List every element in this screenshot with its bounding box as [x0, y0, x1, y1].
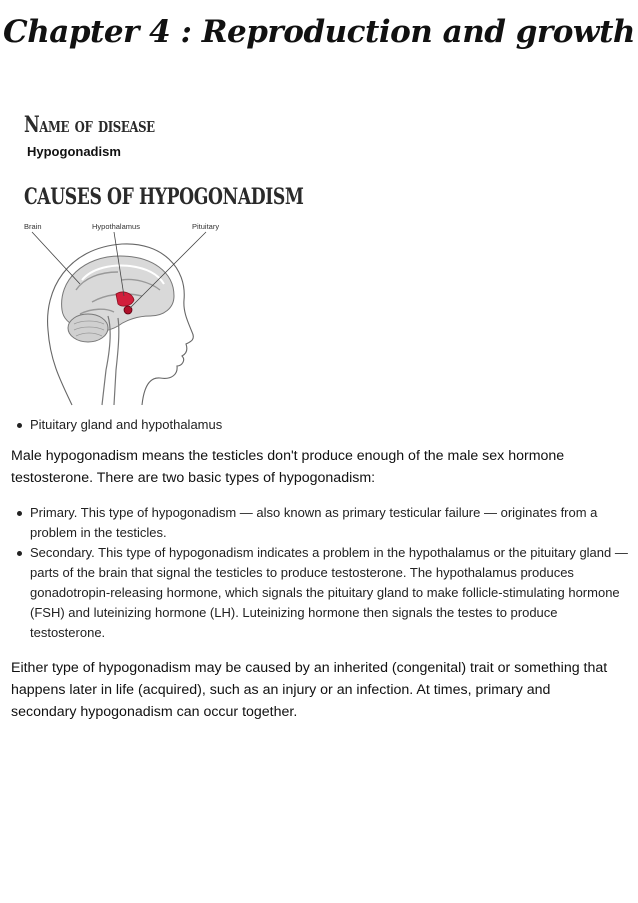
intro-paragraph: Male hypogonadism means the testicles don't produce enough of the male sex hormone testosterone. There are two basic types of hypogonadism:: [11, 448, 565, 486]
hypothalamus-label: Hypothalamus: [92, 222, 140, 231]
name-of-disease-heading: Name of disease: [24, 112, 155, 138]
cerebellum: [68, 314, 108, 342]
brain-label: Brain: [24, 222, 42, 231]
disease-name: Hypogonadism: [27, 144, 121, 159]
types-list: [16, 503, 628, 643]
closing-paragraph: Either type of hypogonadism may be caused by an inherited (congenital) trait or something that happens later in life (acquired), such as an injury or an infection. At times, primary and secondary hypogonadism can occur together.: [11, 660, 608, 720]
type-primary-item: Primary. This type of hypogonadism — also known as primary testicular failure — originates from a problem in the testicles.: [16, 503, 628, 543]
brain-pointer: [32, 232, 80, 284]
causes-list: [16, 415, 616, 435]
causes-heading: CAUSES OF HYPOGONADISM: [24, 184, 304, 210]
chapter-title: Chapter 4 : Reproduction and growth: [3, 14, 635, 50]
causes-list-item: Pituitary gland and hypothalamus: [16, 415, 616, 435]
pituitary-label: Pituitary: [192, 222, 220, 231]
type-secondary-item: Secondary. This type of hypogonadism indicates a problem in the hypothalamus or the pituitary gland — parts of the brain that signal the testicles to produce testosterone. The hypothalamus produces gonadotropin-releasing hormone, which signals the pituitary gland to make follicle-stimulating hormone (FSH) and luteinizing hormone (LH). Luteinizing hormone then signals the testes to produce testosterone.: [16, 543, 628, 643]
brain-diagram: [22, 220, 228, 410]
